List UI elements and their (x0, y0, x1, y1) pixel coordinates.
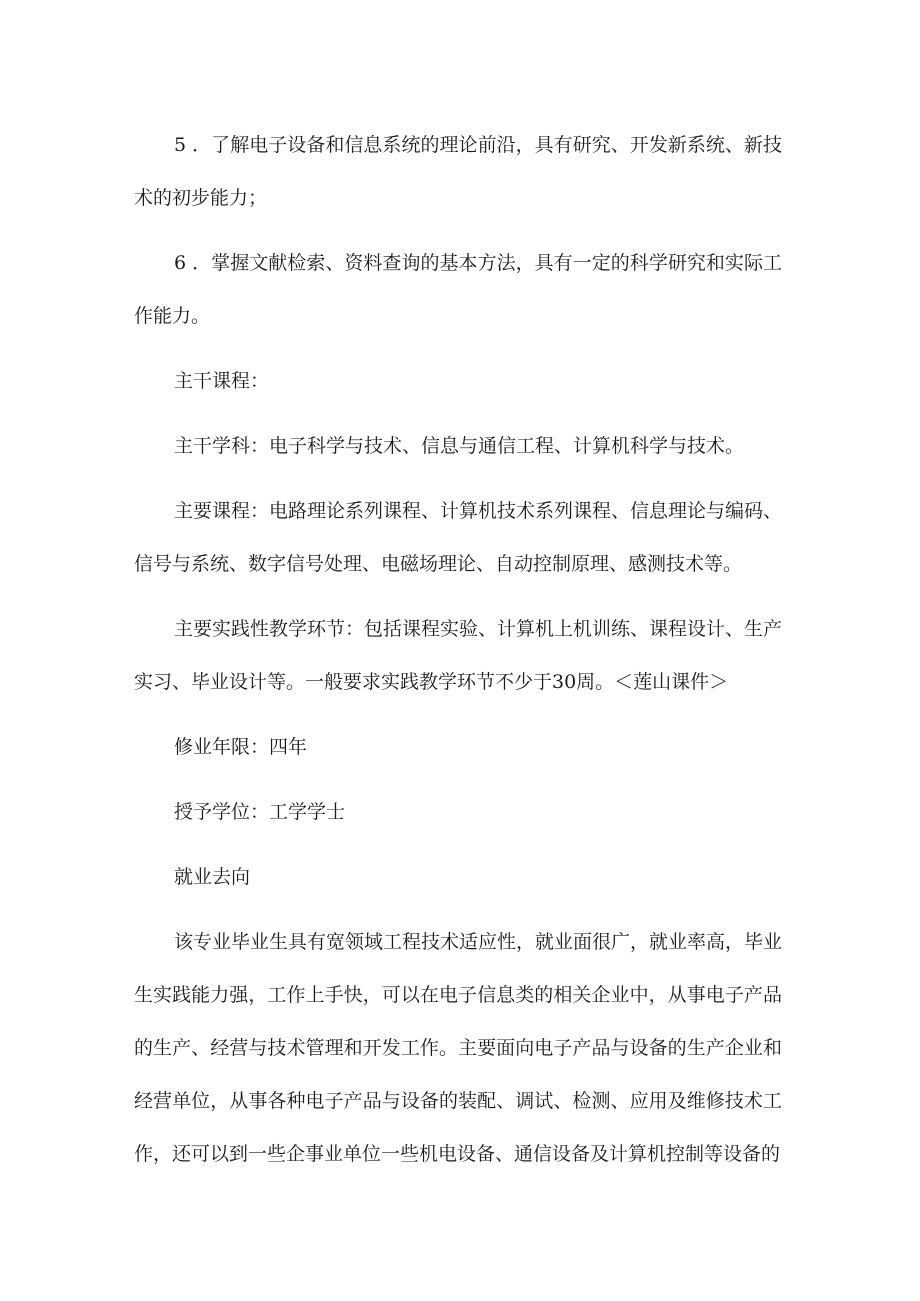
heading-employment: 就业去向 (174, 866, 251, 888)
paragraph-core-disciplines: 主干学科：电子科学与技术、信息与通信工程、计算机科学与技术。 (174, 435, 745, 457)
paragraph-practice: 主要实践性教学环节：包括课程实验、计算机上机训练、课程设计、生产实习、毕业设计等。一般要求实践教学环节不少于30周。＜莲山课件＞ (134, 618, 783, 693)
paragraph-objective-5: 5 ．了解电子设备和信息系统的理论前沿，具有研究、开发新系统、新技术的初步能力； (134, 134, 782, 209)
document-body (134, 119, 782, 1193)
paragraph-study-duration: 修业年限：四年 (174, 736, 308, 758)
heading-core-courses: 主干课程： (174, 370, 270, 392)
paragraph-main-courses: 主要课程：电路理论系列课程、计算机技术系列课程、信息理论与编码、信号与系统、数字信号处理、电磁场理论、自动控制原理、感测技术等。 (134, 500, 783, 575)
paragraph-objective-6: 6 ．掌握文献检索、资料查询的基本方法，具有一定的科学研究和实际工作能力。 (134, 252, 782, 327)
paragraph-degree: 授予学位：工学学士 (174, 801, 346, 823)
paragraph-employment: 该专业毕业生具有宽领域工程技术适应性，就业面很广，就业率高，毕业生实践能力强，工作上手快，可以在电子信息类的相关企业中，从事电子产品的生产、经营与技术管理和开发工作。主要面向电子产品与设备的生产企业和经营单位，从事各种电子产品与设备的装配、调试、检测、应用及维修技术工作，还可以到一些企事业单位一些机电设备、通信设备及计算机控制等设备的 (134, 931, 783, 1165)
